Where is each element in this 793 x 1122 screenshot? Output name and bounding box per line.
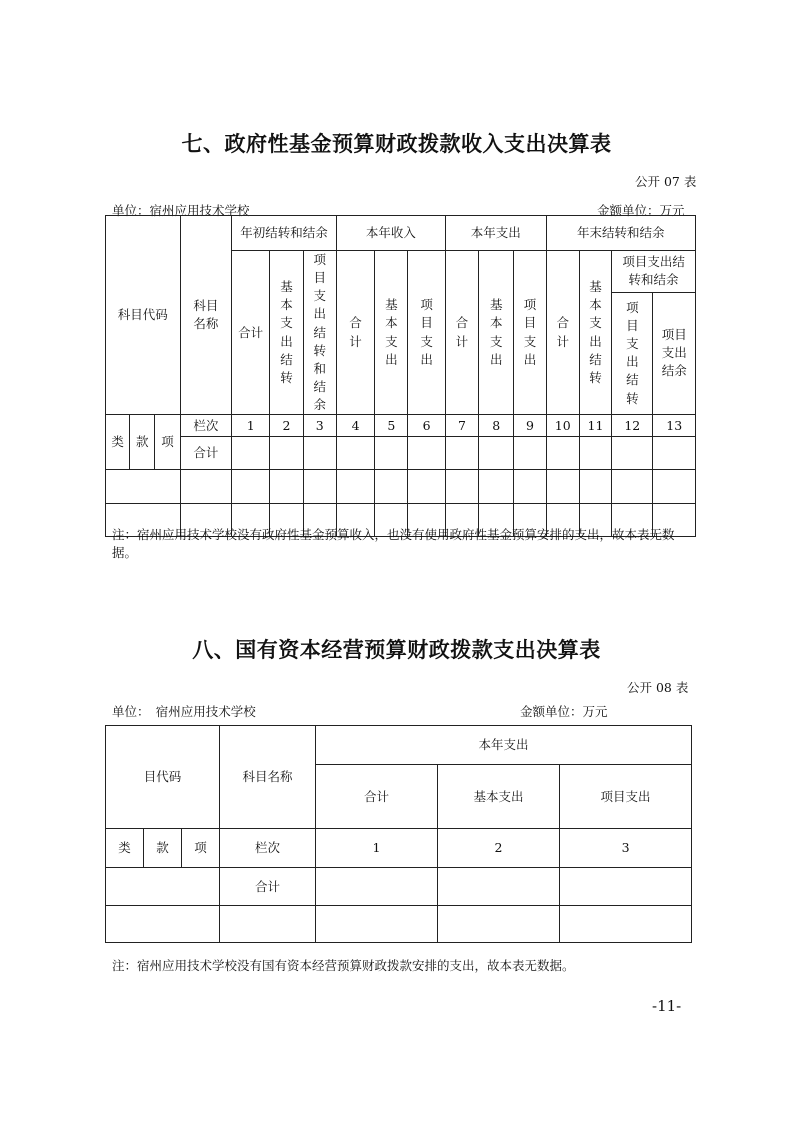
- header-total: 合计: [316, 765, 438, 829]
- col-no: 4: [336, 415, 374, 437]
- col-no: 9: [514, 415, 546, 437]
- header-begin-proj: 项目支出结转和结余: [303, 251, 336, 415]
- header-proj: 项目支出: [560, 765, 692, 829]
- table-row: [106, 906, 692, 943]
- col-no: 3: [303, 415, 336, 437]
- section8-unit: 单位： 宿州应用技术学校: [112, 704, 256, 719]
- header-expense-total: 合计: [445, 251, 478, 415]
- col-no: 8: [479, 415, 514, 437]
- header-begin-total: 合计: [232, 251, 270, 415]
- header-end-total: 合计: [546, 251, 579, 415]
- header-code: 目代码: [106, 726, 220, 829]
- section7-table: [105, 215, 696, 537]
- header-begin: 年初结转和结余: [232, 216, 337, 251]
- section7-table-no: 公开 07 表: [635, 174, 697, 189]
- col-no: 5: [375, 415, 408, 437]
- section8-table-no: 公开 08 表: [627, 680, 689, 695]
- col-no: 3: [560, 829, 692, 868]
- label-sum: 合计: [220, 868, 316, 906]
- label-xiang: 项: [182, 829, 220, 868]
- header-end-proj-surplus: 项目支出结余: [653, 292, 696, 415]
- col-no: 11: [579, 415, 611, 437]
- col-no: 2: [270, 415, 303, 437]
- col-no: 13: [653, 415, 696, 437]
- header-expense-proj: 项目支出: [514, 251, 546, 415]
- section8-title: 八、国有资本经营预算财政拨款支出决算表: [192, 638, 601, 662]
- section8-note: 注：宿州应用技术学校没有国有资本经营预算财政拨款安排的支出，故本表无数据。: [112, 958, 575, 973]
- label-row-no: 栏次: [180, 415, 231, 437]
- col-no: 1: [232, 415, 270, 437]
- section7-title: 七、政府性基金预算财政拨款收入支出决算表: [181, 132, 612, 156]
- page-number: -11-: [652, 997, 682, 1015]
- col-no: 6: [408, 415, 445, 437]
- section7-note: 注：宿州应用技术学校没有政府性基金预算收入，也没有使用政府性基金预算安排的支出，故本表无数据。: [112, 527, 675, 560]
- table-row: [106, 470, 696, 504]
- label-lei: 类: [106, 415, 130, 470]
- col-no: 7: [445, 415, 478, 437]
- header-end-proj-carry: 项目支出结转: [612, 292, 653, 415]
- label-kuan: 款: [144, 829, 182, 868]
- header-end: 年末结转和结余: [546, 216, 695, 251]
- header-expense: 本年支出: [316, 726, 692, 765]
- col-no: 2: [438, 829, 560, 868]
- header-name: 科目名称: [180, 216, 231, 415]
- label-lei: 类: [106, 829, 144, 868]
- header-income-proj: 项目支出: [408, 251, 445, 415]
- header-begin-basic: 基本支出结转: [270, 251, 303, 415]
- header-code: 科目代码: [106, 216, 181, 415]
- section8-table: [105, 725, 692, 943]
- header-income: 本年收入: [336, 216, 445, 251]
- header-name: 科目名称: [220, 726, 316, 829]
- header-basic: 基本支出: [438, 765, 560, 829]
- table-row: [106, 437, 696, 470]
- header-end-proj: 项目支出结转和结余: [612, 251, 696, 293]
- label-xiang: 项: [155, 415, 180, 470]
- col-no: 10: [546, 415, 579, 437]
- header-income-basic: 基本支出: [375, 251, 408, 415]
- section7-money-unit: 金额单位：万元: [597, 203, 685, 218]
- section8-money-unit: 金额单位：万元: [520, 704, 608, 719]
- header-income-total: 合计: [336, 251, 374, 415]
- label-kuan: 款: [130, 415, 155, 470]
- section7-unit: 单位：宿州应用技术学校: [112, 203, 250, 218]
- label-row-no: 栏次: [220, 829, 316, 868]
- header-expense: 本年支出: [445, 216, 546, 251]
- label-sum: 合计: [180, 437, 231, 470]
- col-no: 1: [316, 829, 438, 868]
- header-end-basic: 基本支出结转: [579, 251, 611, 415]
- header-expense-basic: 基本支出: [479, 251, 514, 415]
- col-no: 12: [612, 415, 653, 437]
- table-row: [106, 868, 692, 906]
